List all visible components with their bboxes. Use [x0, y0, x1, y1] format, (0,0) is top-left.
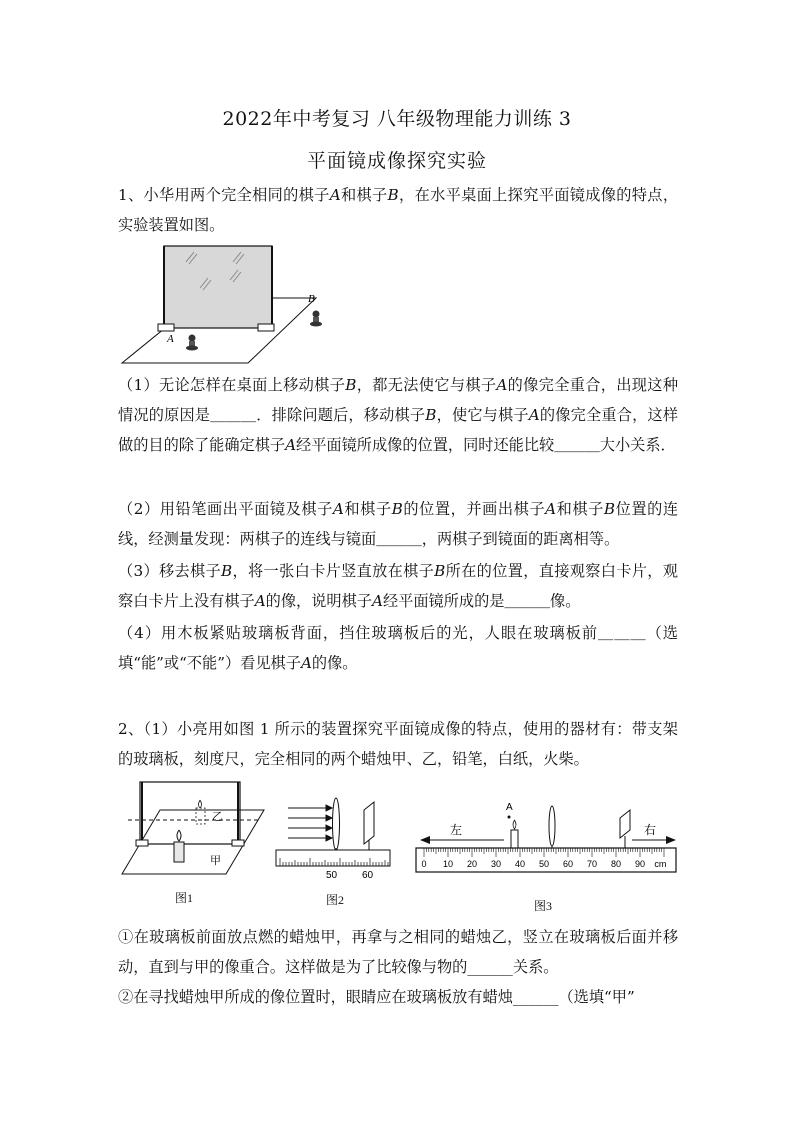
fig3-tick-label: 50 — [539, 859, 550, 869]
mirror-foot-left — [158, 324, 174, 331]
arrow-right-icon — [666, 836, 676, 844]
light-rays — [288, 805, 332, 841]
fig1-caption: 图1 — [175, 891, 194, 905]
glass-plate — [164, 246, 272, 328]
candle-jia — [174, 842, 184, 862]
q2-intro: 2、（1）小亮用如图 1 所示的装置探究平面镜成像的特点，使用的器材有：带支架的玻璃板，刻度尺，完全相同的两个蜡烛甲、乙，铅笔，白纸，火柴。 — [118, 720, 678, 768]
label-a: A — [167, 333, 174, 345]
convex-lens — [333, 798, 340, 850]
q2-item1: ①在玻璃板前面放点燃的蜡烛甲，再拿与之相同的蜡烛乙，竖立在玻璃板后面并移动，直到与甲的像重合。这样做是为了比较像与物的______关系。 — [118, 928, 678, 976]
chess-piece-a — [186, 335, 198, 351]
fig2-caption: 图2 — [326, 893, 345, 906]
fig3-tick-label: 10 — [443, 859, 454, 869]
fig3-tick-label: 90 — [635, 859, 646, 869]
q1-part2: （2）用铅笔画出平面镜及棋子A和棋子B的位置，并画出棋子A和棋子B位置的连线，经测量发现：两棋子的连线与镜面＿＿＿，两棋子到镜面的距离相等。 — [118, 500, 679, 548]
page-subtitle: 平面镜成像探究实验 — [306, 150, 487, 172]
label-b: B — [308, 293, 315, 305]
fig3-tick-label: 0 — [421, 859, 427, 869]
figure-1 — [118, 778, 268, 906]
q1-part4: （4）用木板紧贴玻璃板背面，挡住玻璃板后的光，人眼在玻璃板前＿＿＿（选填“能”或“不能”）看见棋子A的像。 — [118, 624, 678, 672]
label-yi: 乙 — [212, 811, 223, 823]
fig3-label-a: A — [506, 802, 513, 813]
fig3-caption: 图3 — [534, 899, 553, 913]
q1-part1: （1）无论怎样在桌面上移动棋子B，都无法使它与棋子A的像完全重合，出现这种情况的原因是＿＿＿．排除问题后，移动棋子B，使它与棋子A的像完全重合，这样做的目的除了能确定棋子A经平面镜所成像的位置，同时还能比较＿＿＿大小关系． — [118, 376, 679, 454]
page-title: 2022年中考复习 八年级物理能力训练 3 — [222, 108, 572, 130]
fig3-tick-label: 30 — [491, 859, 502, 869]
point-a — [508, 816, 511, 819]
fig2-tick-60: 60 — [362, 870, 374, 881]
screen — [364, 802, 374, 844]
q1-mirror-figure — [118, 240, 338, 370]
figure-3 — [412, 796, 682, 918]
fig3-tick-label: 40 — [515, 859, 526, 869]
fig3-unit: cm — [654, 859, 667, 869]
fig1-glass — [140, 782, 240, 844]
mirror-foot-right — [258, 324, 274, 331]
fig3-screen — [620, 810, 630, 838]
fig3-tick-label: 70 — [587, 859, 598, 869]
fig3-tick-label: 20 — [467, 859, 478, 869]
fig3-lens — [549, 806, 555, 846]
chess-piece-b — [310, 311, 322, 327]
fig3-tick-label: 60 — [563, 859, 574, 869]
label-jia: 甲 — [210, 855, 221, 867]
q1-part3: （3）移去棋子B，将一张白卡片竖直放在棋子B所在的位置，直接观察白卡片，观察白卡片上没有棋子A的像，说明棋子A经平面镜所成的是＿＿＿像。 — [118, 562, 678, 610]
fig3-tick-label: 80 — [611, 859, 622, 869]
fig3-label-left: 左 — [450, 823, 463, 837]
fig3-label-right: 右 — [644, 823, 657, 837]
arrow-left-icon — [420, 836, 430, 844]
q2-item2: ②在寻找蜡烛甲所成的像位置时，眼睛应在玻璃板放有蜡烛______（选填“甲” — [118, 988, 635, 1006]
fig3-candle — [511, 830, 518, 848]
figure-2 — [274, 790, 394, 906]
fig2-tick-50: 50 — [326, 870, 338, 881]
q1-intro: 1、小华用两个完全相同的棋子A和棋子B，在水平桌面上探究平面镜成像的特点，实验装置如图。 — [118, 186, 678, 234]
